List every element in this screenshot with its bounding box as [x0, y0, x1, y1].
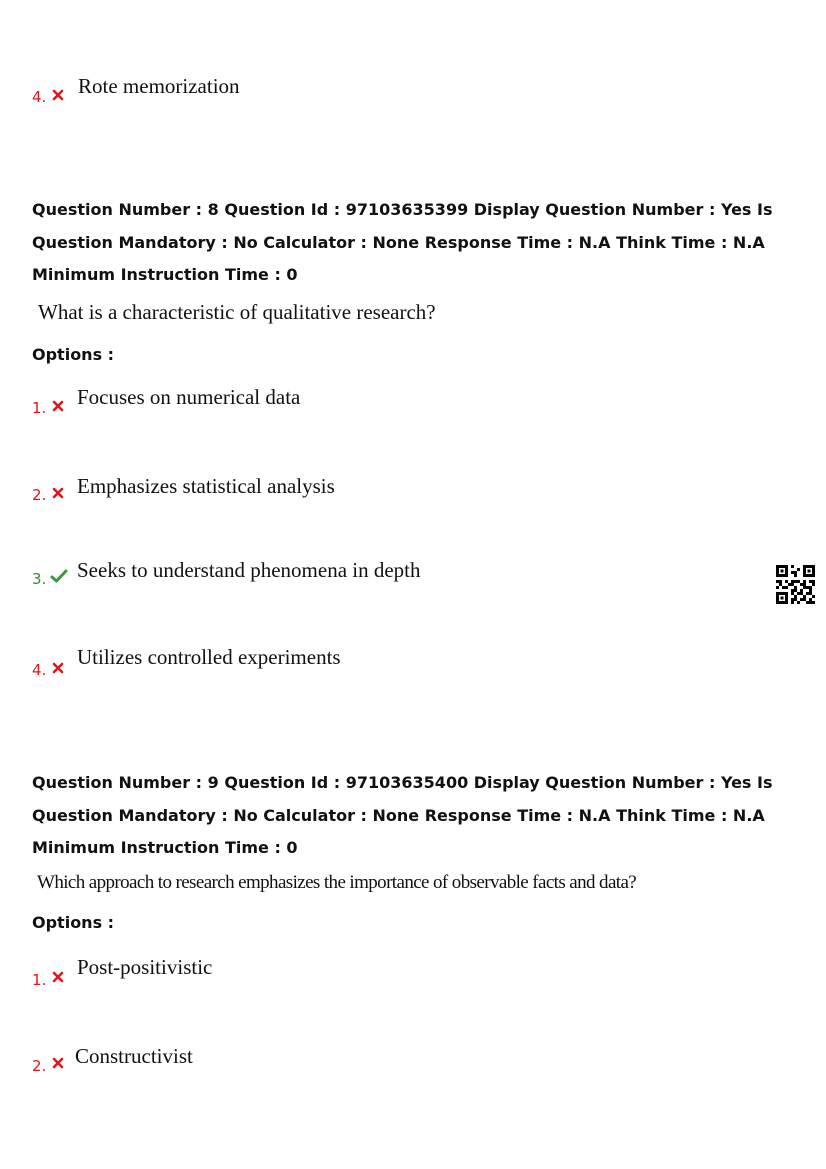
options-label: Options : — [32, 913, 115, 932]
option-number: 1. — [32, 971, 47, 989]
cross-icon — [51, 486, 65, 500]
question-text: Which approach to research emphasizes the importance of observable facts and data? — [37, 872, 637, 893]
cross-icon — [51, 970, 65, 984]
check-icon — [50, 569, 68, 583]
option-number: 2. — [32, 486, 47, 504]
option-number: 4. — [32, 661, 47, 679]
question-text: What is a characteristic of qualitative research? — [38, 300, 436, 324]
cross-icon — [51, 1056, 65, 1070]
cross-icon — [51, 88, 65, 102]
qr-code-icon — [776, 565, 815, 604]
options-label: Options : — [32, 345, 115, 364]
cross-icon — [51, 661, 65, 675]
option-text: Post-positivistic — [77, 955, 213, 979]
option-number: 1. — [32, 399, 47, 417]
option-text: Seeks to understand phenomena in depth — [77, 558, 421, 582]
option-text: Emphasizes statistical analysis — [77, 474, 335, 498]
cross-icon — [51, 399, 65, 413]
option-number: 4. — [32, 88, 47, 106]
option-text: Rote memorization — [78, 74, 240, 98]
option-text: Utilizes controlled experiments — [77, 645, 341, 669]
option-text: Focuses on numerical data — [77, 385, 301, 409]
question-meta: Question Number : 9 Question Id : 97103635400 Display Question Number : Yes Is Question Mandatory : No Calculator : None Response Time : N.A Think Time : N.A Minimum Instruction Time : 0 — [32, 773, 773, 857]
option-number: 2. — [32, 1057, 47, 1075]
option-number: 3. — [32, 570, 47, 588]
option-text: Constructivist — [75, 1044, 193, 1068]
question-meta: Question Number : 8 Question Id : 97103635399 Display Question Number : Yes Is Question Mandatory : No Calculator : None Response Time : N.A Think Time : N.A Minimum Instruction Time : 0 — [32, 200, 773, 284]
